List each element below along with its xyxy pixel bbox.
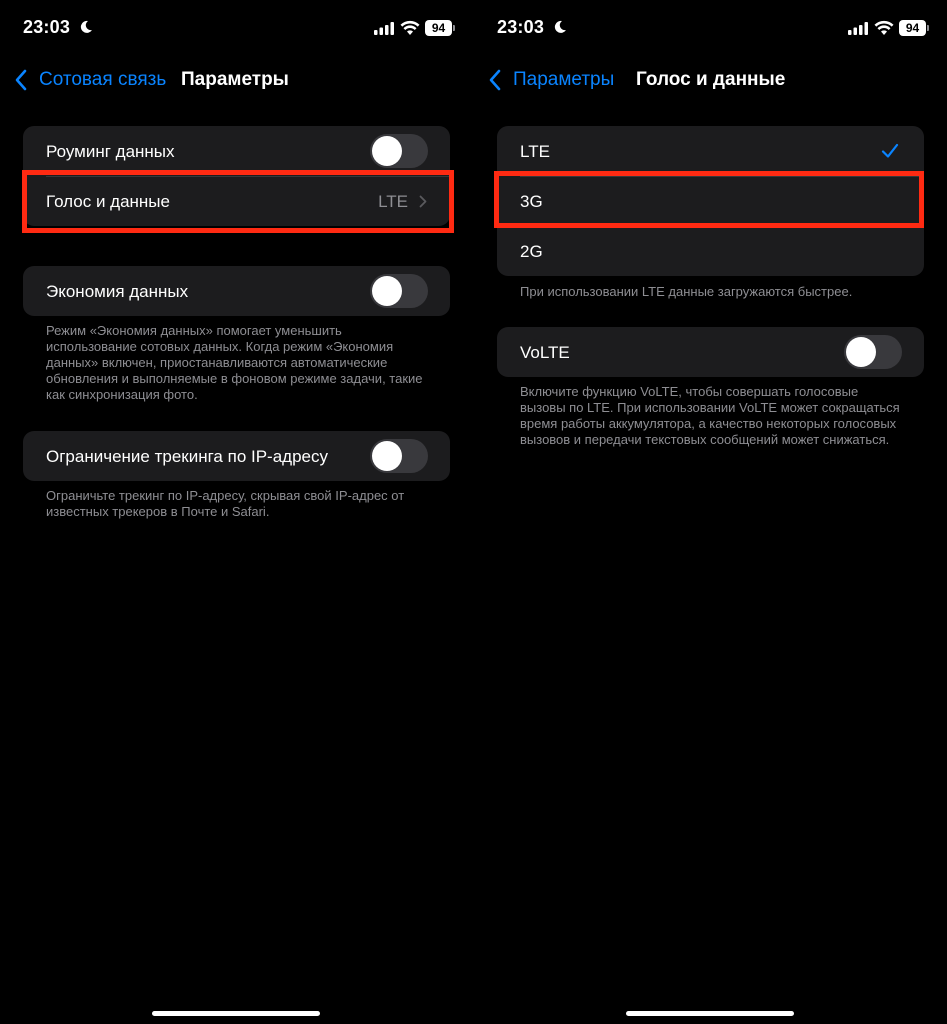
toggle-knob [372,441,402,471]
navigation-bar [0,64,473,96]
back-chevron-icon[interactable] [14,69,28,91]
volte-group [497,327,924,377]
settings-screen-voice-data [474,0,947,1024]
battery-indicator: 94 [899,20,926,36]
status-time: 23:03 [23,17,71,37]
volte-footer: Включите функцию VoLTE, чтобы совершать голосовые вызовы по LTE. При использовании VoLTE может сокращаться время работы аккумулятора, а качество некоторых голосовых вызовов и передачи текстовых сообщений может снижаться. [520,384,900,447]
roaming-toggle[interactable] [370,134,428,168]
ip-tracking-label: Ограничение трекинга по IP-адресу [46,447,329,466]
status-time: 23:03 [497,17,545,37]
volte-toggle[interactable] [844,335,902,369]
wifi-icon [400,20,420,36]
ip-tracking-footer: Ограничьте трекинг по IP-адресу, скрывая свой IP-адрес от известных трекеров в Почте и Safari. [46,488,405,519]
option-row-2g[interactable] [497,226,924,276]
back-chevron-icon[interactable] [488,69,502,91]
moon-icon [79,20,93,34]
battery-cap [453,25,455,31]
volte-label: VoLTE [520,343,570,362]
data-saver-group [23,266,450,316]
ip-tracking-group [23,431,450,481]
option-row-lte[interactable] [497,126,924,176]
option-label-3g: 3G [520,192,543,211]
back-button[interactable]: Сотовая связь [39,69,167,90]
battery-indicator: 94 [425,20,452,36]
back-button[interactable]: Параметры [513,69,615,90]
option-label-2g: 2G [520,242,543,261]
volte-row [497,327,924,377]
toggle-knob [372,276,402,306]
settings-screen-parameters [0,0,473,1024]
toggle-knob [372,136,402,166]
status-bar [0,14,473,42]
option-label-lte: LTE [520,142,550,161]
data-saver-footer: Режим «Экономия данных» помогает уменьшить использование сотовых данных. Когда режим «Экономия данных» включен, приостанавливаются автоматические обновления и выполняемые в фоновом режиме задачи, такие как синхронизация фото. [46,323,423,402]
battery-cap [927,25,929,31]
roaming-row [23,126,450,176]
navigation-bar [474,64,947,96]
ip-tracking-toggle[interactable] [370,439,428,473]
data-saver-toggle[interactable] [370,274,428,308]
page-title: Голос и данные [636,69,786,90]
highlight-box [494,171,924,228]
data-saver-label: Экономия данных [46,282,189,301]
home-indicator[interactable] [152,1011,320,1016]
moon-icon [553,20,567,34]
page-title: Параметры [181,69,289,90]
data-saver-row [23,266,450,316]
voice-data-value: LTE [378,192,408,211]
toggle-knob [846,337,876,367]
options-footer: При использовании LTE данные загружаются быстрее. [520,284,853,299]
wifi-icon [874,20,894,36]
ip-tracking-row [23,431,450,481]
checkmark-icon [881,142,899,160]
cellular-signal-icon [374,22,394,35]
roaming-label: Роуминг данных [46,142,175,161]
home-indicator[interactable] [626,1011,794,1016]
status-bar [474,14,947,42]
highlight-box [22,170,454,233]
cellular-signal-icon [848,22,868,35]
voice-data-label: Голос и данные [46,192,170,211]
